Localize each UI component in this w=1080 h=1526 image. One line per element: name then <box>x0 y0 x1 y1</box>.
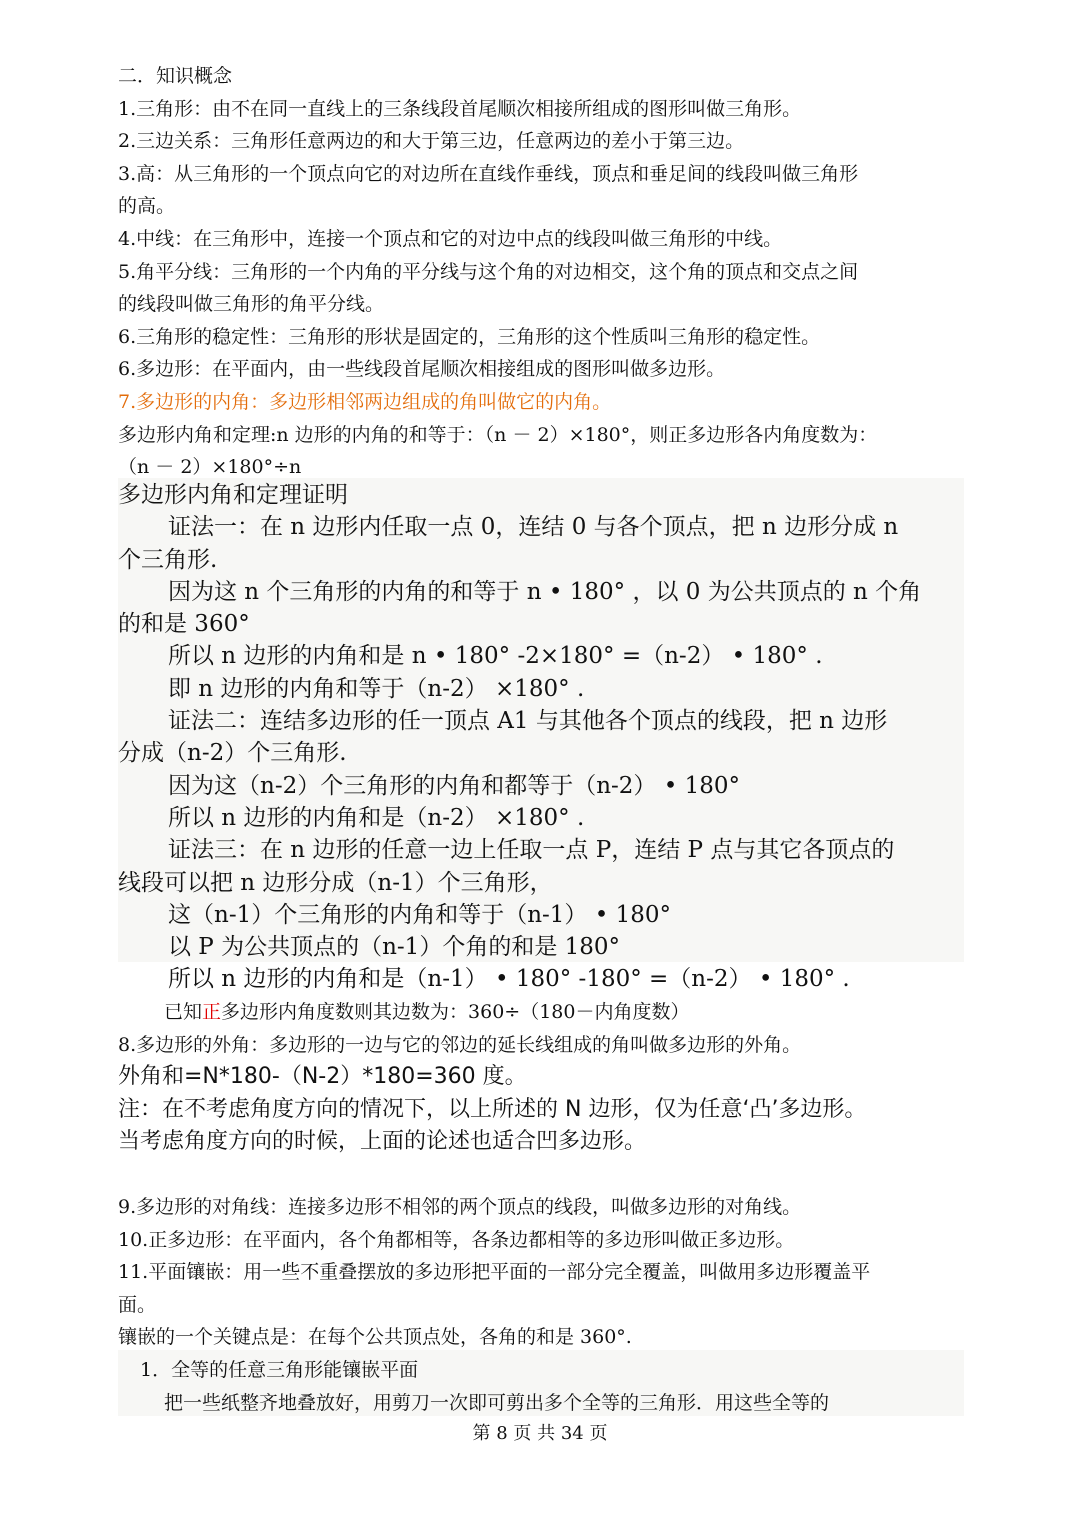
section-title: 二．知识概念 <box>118 65 233 87</box>
proof-line: 这（n-1）个三角形的内角和等于（n-1） • 180° <box>168 901 672 928</box>
item-altitude-line1: 3.高：从三角形的一个顶点向它的对边所在直线作垂线，顶点和垂足间的线段叫做三角形 <box>118 162 859 185</box>
proof-line: 证法三：在 n 边形的任意一边上任取一点 P，连结 P 点与其它各顶点的 <box>168 837 895 864</box>
proof-line: 证法二：连结多边形的任一顶点 A1 与其他各个顶点的线段，把 n 边形 <box>168 708 888 735</box>
exterior-section <box>118 996 964 1159</box>
note-line1: 注：在不考虑角度方向的情况下，以上所述的 N 边形，仅为任意‘凸’多边形。 <box>118 1096 867 1122</box>
proof-line: 所以 n 边形的内角和是（n-1） • 180° -180° =（n-2） • 180° . <box>168 966 850 993</box>
item-exterior-angle: 8.多边形的外角：多边形的一边与它的邻边的延长线组成的角叫做多边形的外角。 <box>118 1033 802 1056</box>
tessellation-heading: 1．全等的任意三角形能镶嵌平面 <box>140 1358 419 1381</box>
item-altitude-line2: 的高。 <box>118 195 176 218</box>
theorem-line1: 多边形内角和定理:n 边形的内角的和等于：（n － 2）×180°，则正多边形各内角度数为： <box>118 423 878 446</box>
item-tessellation-line2: 面。 <box>118 1293 157 1316</box>
item-side-relation: 2.三边关系：三角形任意两边的和大于第三边，任意两边的差小于第三边。 <box>118 130 745 153</box>
proof-line: 以 P 为公共顶点的（n-1）个角的和是 180° <box>168 934 621 961</box>
proof-line: 分成（n-2）个三角形. <box>118 740 347 767</box>
item-bisector-line1: 5.角平分线：三角形的一个内角的平分线与这个角的对边相交，这个角的顶点和交点之间 <box>118 260 859 283</box>
regular-polygon-sides <box>118 996 964 1029</box>
proof-line: 即 n 边形的内角和等于（n-2） ×180° . <box>168 675 585 702</box>
exterior-sum: 外角和=N*180-（N-2）*180=360 度。 <box>118 1064 527 1090</box>
item-tessellation-line1: 11.平面镶嵌：用一些不重叠摆放的多边形把平面的一部分完全覆盖，叫做用多边形覆盖平 <box>118 1261 871 1284</box>
tessellation-section <box>118 1191 964 1419</box>
tessellation-key: 镶嵌的一个关键点是：在每个公共顶点处，各角的和是 360°. <box>118 1326 632 1349</box>
page-footer: 第 8 页 共 34 页 <box>472 1423 608 1444</box>
proof-line: 所以 n 边形的内角和是（n-2） ×180° . <box>168 804 585 831</box>
concept-section <box>118 60 964 484</box>
theorem-line2: （n － 2）×180°÷n <box>118 456 302 479</box>
item-triangle: 1.三角形：由不在同一直线上的三条线段首尾顺次相接所组成的图形叫做三角形。 <box>118 97 802 120</box>
regular-post: 多边形内角度数则其边数为：360÷（180－内角度数） <box>221 1001 690 1023</box>
proof-line: 个三角形. <box>118 546 218 573</box>
proof-line: 因为这（n-2）个三角形的内角和都等于（n-2） • 180° <box>168 772 741 799</box>
regular-pre: 已知 <box>164 1001 203 1023</box>
item-interior-angle: 7.多边形的内角：多边形相邻两边组成的角叫做它的内角。 <box>118 390 612 413</box>
item-median: 4.中线：在三角形中，连接一个顶点和它的对边中点的线段叫做三角形的中线。 <box>118 227 783 250</box>
item-bisector-line2: 的线段叫做三角形的角平分线。 <box>118 293 385 316</box>
proof-section <box>118 479 964 996</box>
proof-title: 多边形内角和定理证明 <box>118 482 348 508</box>
tessellation-text: 把一些纸整齐地叠放好，用剪刀一次即可剪出多个全等的三角形．用这些全等的 <box>164 1391 830 1414</box>
item-regular-polygon: 10.正多边形：在平面内，各个角都相等，各条边都相等的多边形叫做正多边形。 <box>118 1228 795 1251</box>
item-stability: 6.三角形的稳定性：三角形的形状是固定的，三角形的这个性质叫三角形的稳定性。 <box>118 325 821 348</box>
item-diagonal: 9.多边形的对角线：连接多边形不相邻的两个顶点的线段，叫做多边形的对角线。 <box>118 1196 802 1218</box>
proof-line: 因为这 n 个三角形的内角的和等于 n • 180° ，以 0 为公共顶点的 n 个角 <box>168 578 922 605</box>
proof-line: 线段可以把 n 边形分成（n-1）个三角形， <box>118 869 553 896</box>
item-polygon: 6.多边形：在平面内，由一些线段首尾顺次相接组成的图形叫做多边形。 <box>118 358 726 381</box>
proof-line: 所以 n 边形的内角和是 n • 180° -2×180° =（n-2） • 180° . <box>168 643 823 670</box>
proof-line: 的和是 360° <box>118 611 250 638</box>
proof-line: 证法一：在 n 边形内任取一点 0，连结 0 与各个顶点，把 n 边形分成 n <box>168 514 899 541</box>
note-line2: 当考虑角度方向的时候，上面的论述也适合凹多边形。 <box>118 1129 647 1155</box>
regular-highlight: 正 <box>202 1001 222 1023</box>
